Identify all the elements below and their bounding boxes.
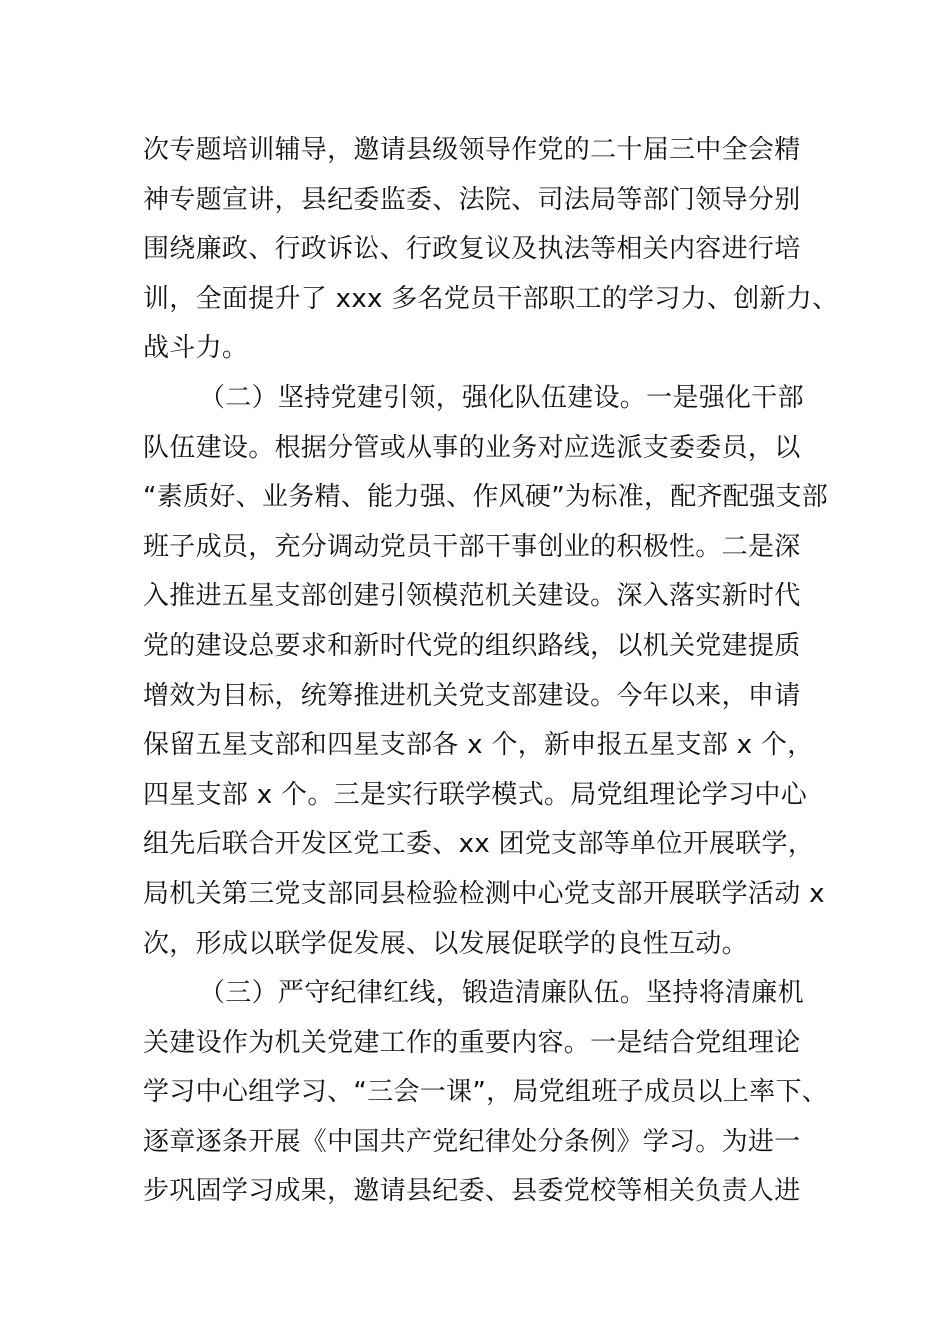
section-heading-line: （二）坚持党建引领，强化队伍建设。一是强化干部 <box>199 382 804 413</box>
text-line: 保留五星支部和四星支部各 x 个，新申报五星支部 x 个， <box>143 730 814 761</box>
text-line: 训，全面提升了 xxx 多名党员干部职工的学习力、创新力、 <box>143 283 839 314</box>
text-line: 步巩固学习成果，邀请县纪委、县委党校等相关负责人进 <box>143 1176 801 1207</box>
text-line: 班子成员，充分调动党员干部干事创业的积极性。二是深 <box>143 531 801 562</box>
text-line: 四星支部 x 个。三是实行联学模式。局党组理论学习中心 <box>143 779 808 810</box>
text-line: 学习中心组学习、“三会一课”，局党组班子成员以上率下、 <box>143 1077 829 1108</box>
text-line: “素质好、业务精、能力强、作风硬”为标准，配齐配强支部 <box>143 482 829 513</box>
text-line: 队伍建设。根据分管或从事的业务对应选派支委委员，以 <box>143 432 801 463</box>
text-line: 党的建设总要求和新时代党的组织路线，以机关党建提质 <box>143 630 801 661</box>
text-line: 战斗力。 <box>143 333 249 364</box>
text-line: 关建设作为机关党建工作的重要内容。一是结合党组理论 <box>143 1027 801 1058</box>
text-line: 局机关第三党支部同县检验检测中心党支部开展联学活动 x <box>143 878 825 909</box>
section-heading-line: （三）严守纪律红线，锻造清廉队伍。坚持将清廉机 <box>199 978 804 1009</box>
document-body <box>143 126 839 1217</box>
text-line: 组先后联合开发区党工委、xx 团党支部等单位开展联学， <box>143 829 815 860</box>
text-line: 增效为目标，统筹推进机关党支部建设。今年以来，申请 <box>143 680 801 711</box>
text-line: 次专题培训辅导，邀请县级领导作党的二十届三中全会精 <box>143 135 801 165</box>
text-line: 入推进五星支部创建引领模范机关建设。深入落实新时代 <box>143 581 801 612</box>
text-line: 逐章逐条开展《中国共产党纪律处分条例》学习。为进一 <box>143 1126 801 1157</box>
text-line: 次，形成以联学促发展、以发展促联学的良性互动。 <box>143 928 748 959</box>
text-line: 围绕廉政、行政诉讼、行政复议及执法等相关内容进行培 <box>143 234 801 265</box>
text-line: 神专题宣讲，县纪委监委、法院、司法局等部门领导分别 <box>143 184 801 215</box>
